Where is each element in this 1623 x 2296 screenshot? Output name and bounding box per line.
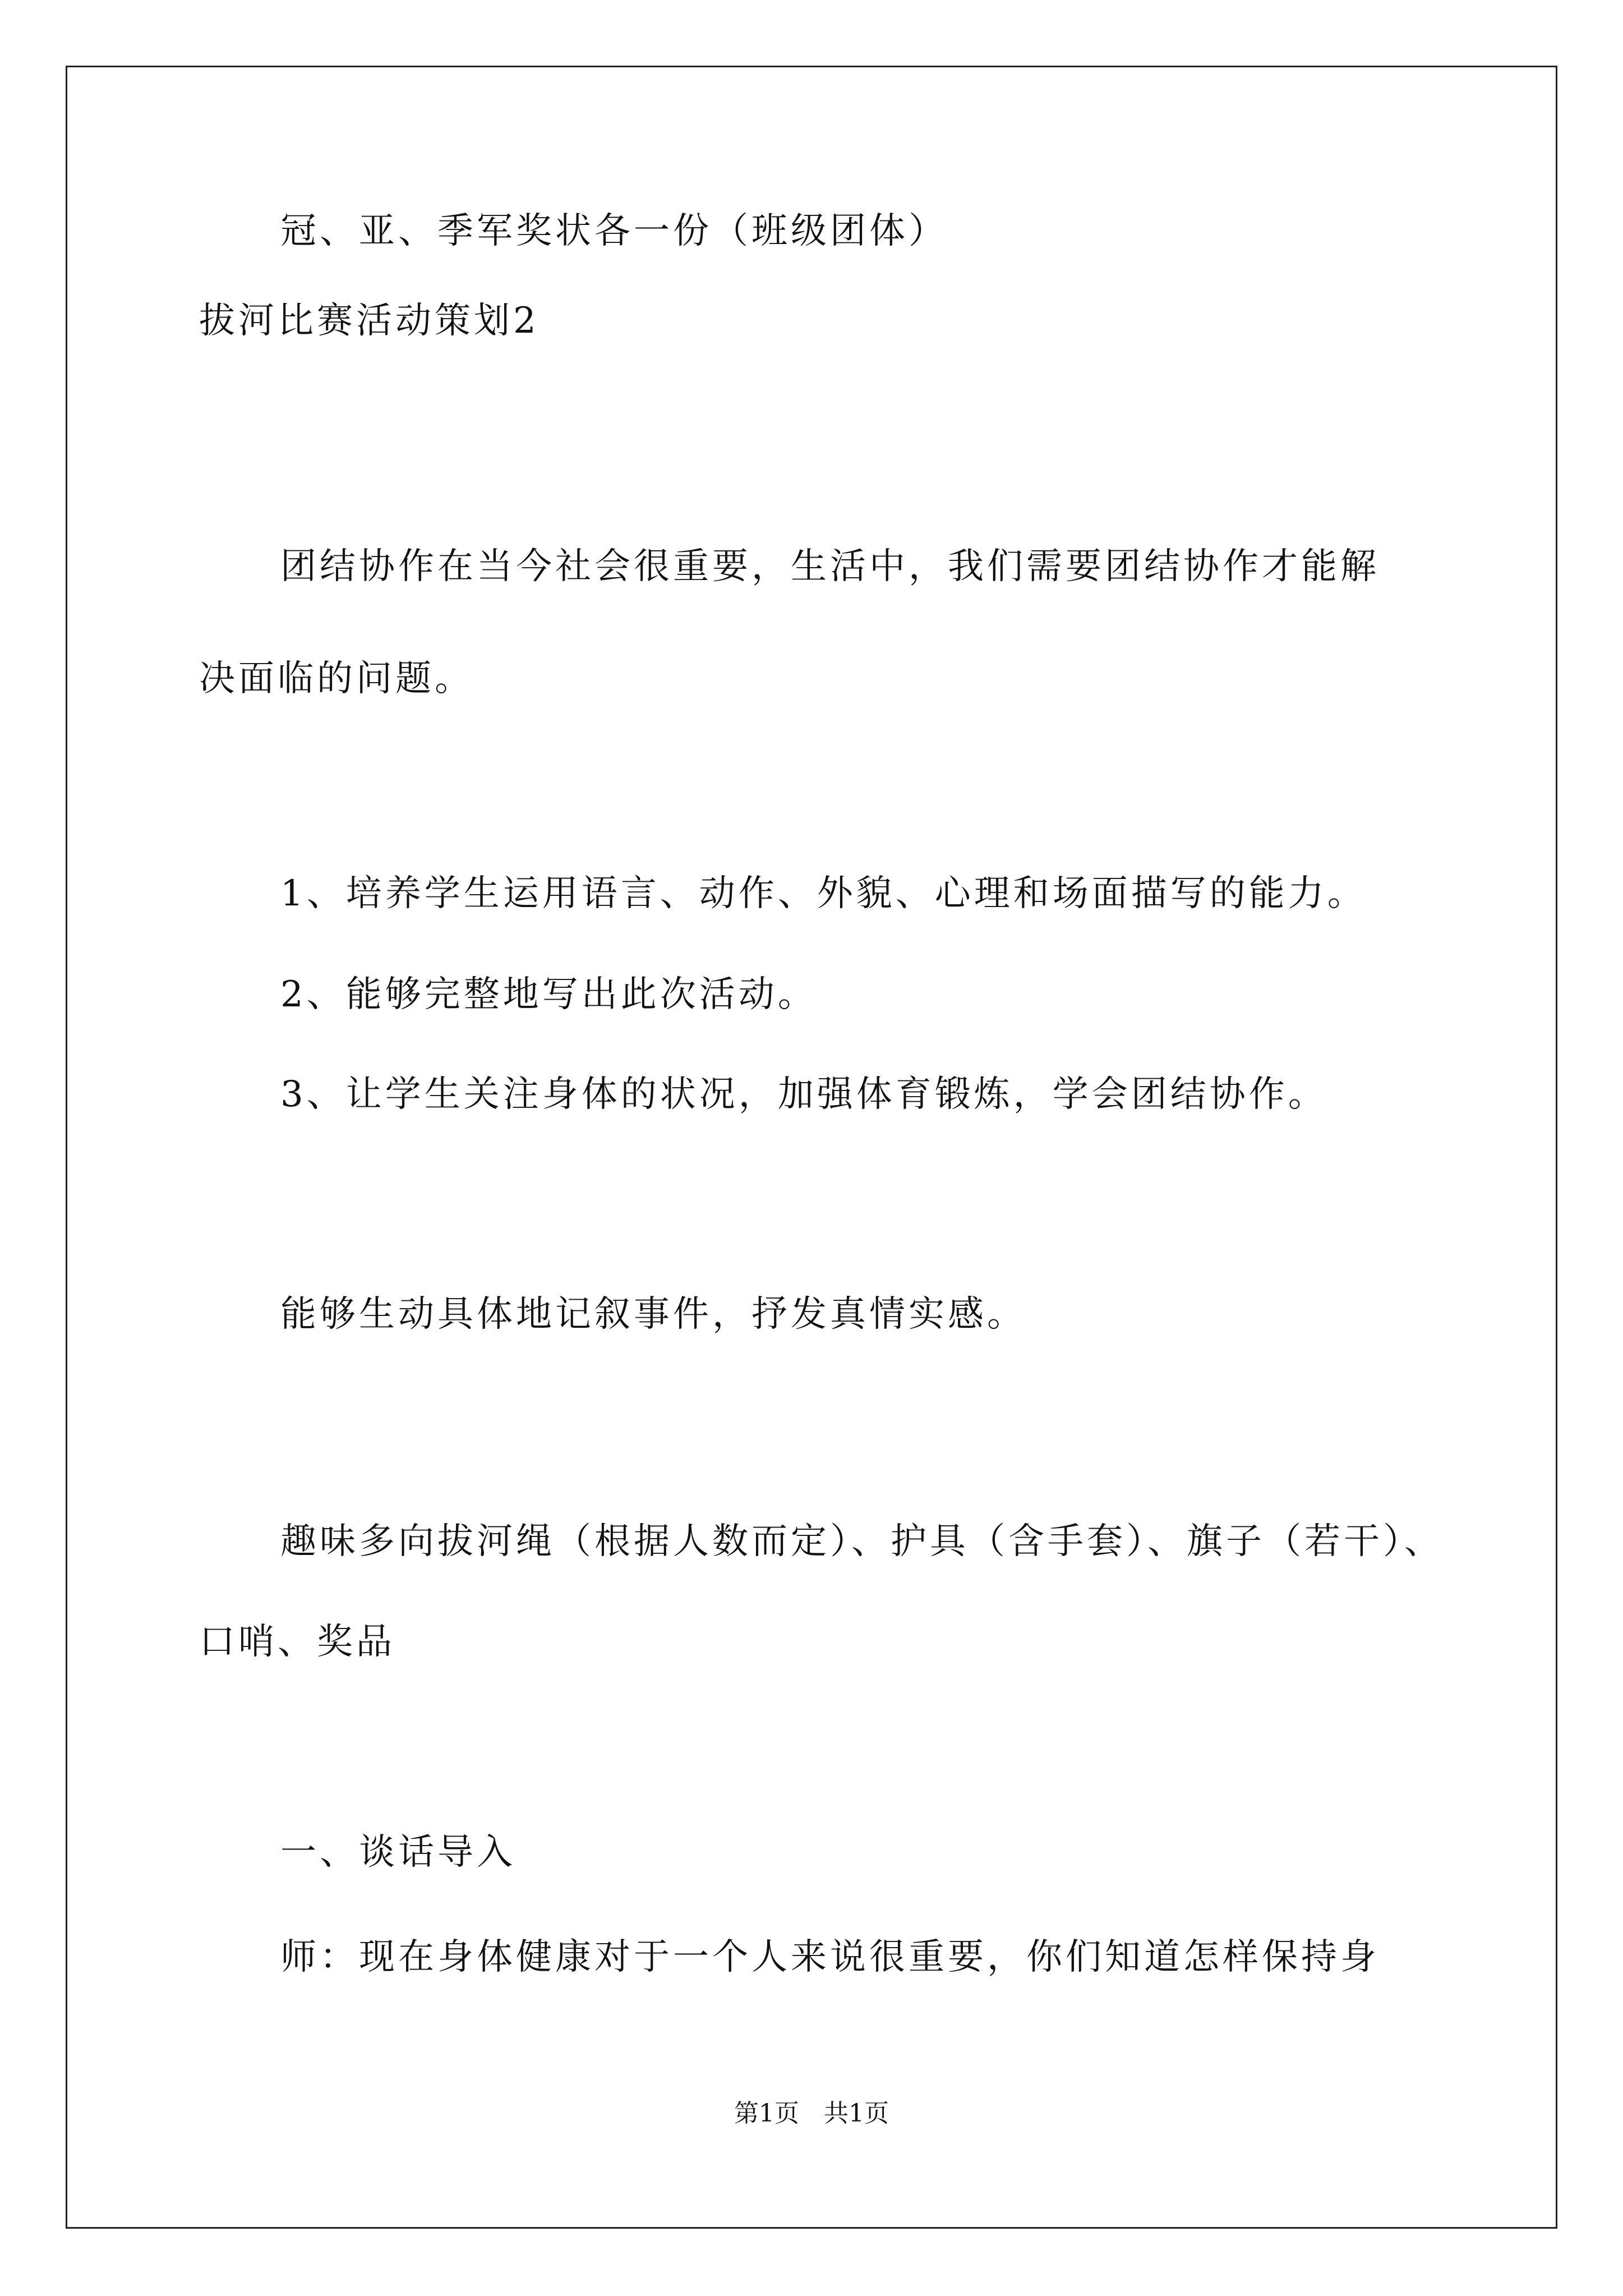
section-heading: 拔河比赛活动策划2 [199,300,540,342]
paragraph-line: 趣味多向拔河绳（根据人数而定）、护具（含手套）、旗子（若干）、 [280,1521,1444,1562]
paragraph-line: 决面临的问题。 [199,658,474,700]
paragraph-line: 师：现在身体健康对于一个人来说很重要，你们知道怎样保持身 [280,1936,1380,1978]
list-item: 3、让学生关注身体的状况，加强体育锻炼，学会团结协作。 [280,1074,1327,1115]
list-item: 1、培养学生运用语言、动作、外貌、心理和场面描写的能力。 [280,873,1367,914]
section-heading: 一、谈话导入 [280,1832,516,1873]
paragraph-line: 团结协作在当今社会很重要，生活中，我们需要团结协作才能解 [280,546,1380,587]
paragraph-line: 能够生动具体地记叙事件，抒发真情实感。 [280,1294,1026,1335]
page-border [66,66,1557,2229]
page-footer: 第1页 共1页 [734,2099,889,2128]
paragraph-line: 冠、亚、季军奖状各一份（班级团体） [280,210,948,252]
list-item: 2、能够完整地写出此次活动。 [280,974,817,1015]
paragraph-line: 口哨、奖品 [199,1621,395,1663]
